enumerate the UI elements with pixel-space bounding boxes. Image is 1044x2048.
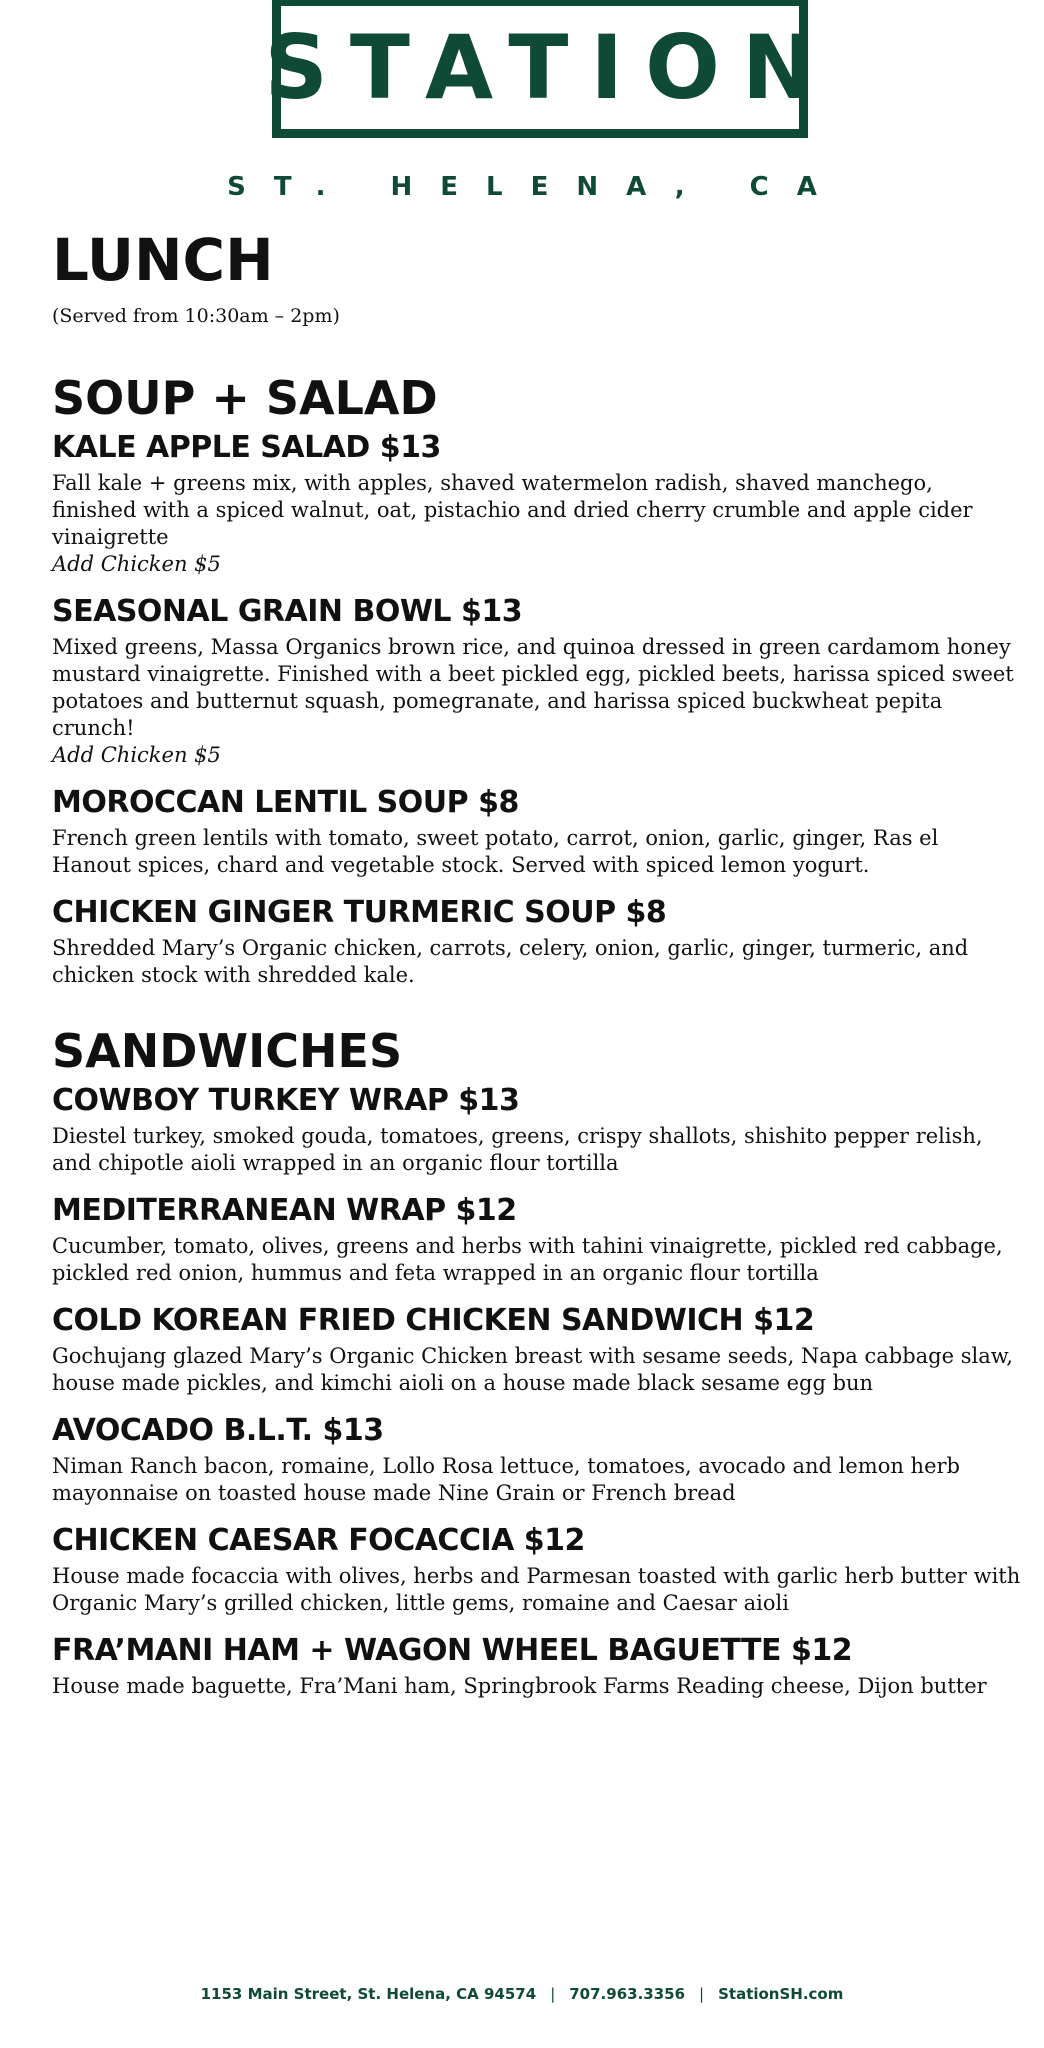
- menu-item: [52, 1301, 1022, 1397]
- item-description: Mixed greens, Massa Organics brown rice, and quinoa dressed in green cardamom honey mustard vinaigrette. Finished with a beet pickled egg, pickled beets, harissa spiced sweet potatoes and butternut squash, pomegranate, and harissa spiced buckwheat pepita crunch!: [52, 635, 1014, 740]
- menu-item: [52, 1521, 1022, 1617]
- menu-item: [52, 1411, 1022, 1507]
- item-description: Cucumber, tomato, olives, greens and herbs with tahini vinaigrette, pickled red cabbage, pickled red onion, hummus and feta wrapped in an organic flour tortilla: [52, 1234, 1003, 1285]
- item-name: FRA’MANI HAM + WAGON WHEEL BAGUETTE $12: [52, 1633, 853, 1668]
- item-description: French green lentils with tomato, sweet potato, carrot, onion, garlic, ginger, Ras el Hanout spices, chard and vegetable stock. Served with spiced lemon yogurt.: [52, 826, 939, 877]
- item-description: Shredded Mary’s Organic chicken, carrots, celery, onion, garlic, ginger, turmeric, and chicken stock with shredded kale.: [52, 936, 969, 987]
- menu-content: [52, 226, 1022, 1714]
- item-name: KALE APPLE SALAD $13: [52, 430, 441, 465]
- item-name: COLD KOREAN FRIED CHICKEN SANDWICH $12: [52, 1303, 815, 1338]
- footer-phone[interactable]: 707.963.3356: [569, 1985, 686, 2003]
- menu-item: [52, 592, 1022, 769]
- item-description: House made baguette, Fra’Mani ham, Springbrook Farms Reading cheese, Dijon butter: [52, 1674, 987, 1698]
- item-name: MOROCCAN LENTIL SOUP $8: [52, 785, 519, 820]
- footer-website-link[interactable]: StationSH.com: [718, 1985, 844, 2003]
- item-name: SEASONAL GRAIN BOWL $13: [52, 594, 523, 629]
- footer: [0, 1985, 1044, 2003]
- menu-item: [52, 1631, 1022, 1700]
- footer-address: 1153 Main Street, St. Helena, CA 94574: [200, 1985, 537, 2003]
- served-hours: (Served from 10:30am – 2pm): [52, 305, 340, 327]
- item-description: Fall kale + greens mix, with apples, shaved watermelon radish, shaved manchego, finished with a spiced walnut, oat, pistachio and dried cherry crumble and apple cider vinaigrette: [52, 471, 973, 549]
- menu-item: [52, 1081, 1022, 1177]
- item-name: CHICKEN CAESAR FOCACCIA $12: [52, 1523, 585, 1558]
- item-name: AVOCADO B.L.T. $13: [52, 1413, 384, 1448]
- logo: [264, 0, 838, 138]
- footer-separator: |: [550, 1985, 556, 2003]
- item-description: Gochujang glazed Mary’s Organic Chicken breast with sesame seeds, Napa cabbage slaw, house made pickles, and kimchi aioli on a house made black sesame egg bun: [52, 1344, 1013, 1395]
- item-name: COWBOY TURKEY WRAP $13: [52, 1083, 520, 1118]
- item-description: Niman Ranch bacon, romaine, Lollo Rosa lettuce, tomatoes, avocado and lemon herb mayonnaise on toasted house made Nine Grain or French bread: [52, 1454, 960, 1505]
- footer-separator: |: [699, 1985, 705, 2003]
- item-description: House made focaccia with olives, herbs and Parmesan toasted with garlic herb butter with Organic Mary’s grilled chicken, little gems, romaine and Caesar aioli: [52, 1564, 1021, 1615]
- menu-item: [52, 783, 1022, 879]
- menu-item: [52, 428, 1022, 578]
- item-addon: Add Chicken $5: [52, 743, 221, 767]
- location-subtitle: ST. HELENA, CA: [227, 172, 845, 202]
- menu-title: LUNCH: [52, 226, 274, 294]
- item-name: CHICKEN GINGER TURMERIC SOUP $8: [52, 895, 667, 930]
- section-title: SANDWICHES: [52, 1024, 403, 1078]
- menu-item: [52, 1191, 1022, 1287]
- item-name: MEDITERRANEAN WRAP $12: [52, 1193, 517, 1228]
- section-title: SOUP + SALAD: [52, 371, 438, 425]
- menu-item: [52, 893, 1022, 989]
- section-soup-salad: [52, 370, 1022, 989]
- item-addon: Add Chicken $5: [52, 552, 221, 576]
- section-sandwiches: [52, 1023, 1022, 1700]
- item-description: Diestel turkey, smoked gouda, tomatoes, greens, crispy shallots, shishito pepper relish, and chipotle aioli wrapped in an organic flour tortilla: [52, 1124, 983, 1175]
- logo-text: STATION: [264, 15, 838, 119]
